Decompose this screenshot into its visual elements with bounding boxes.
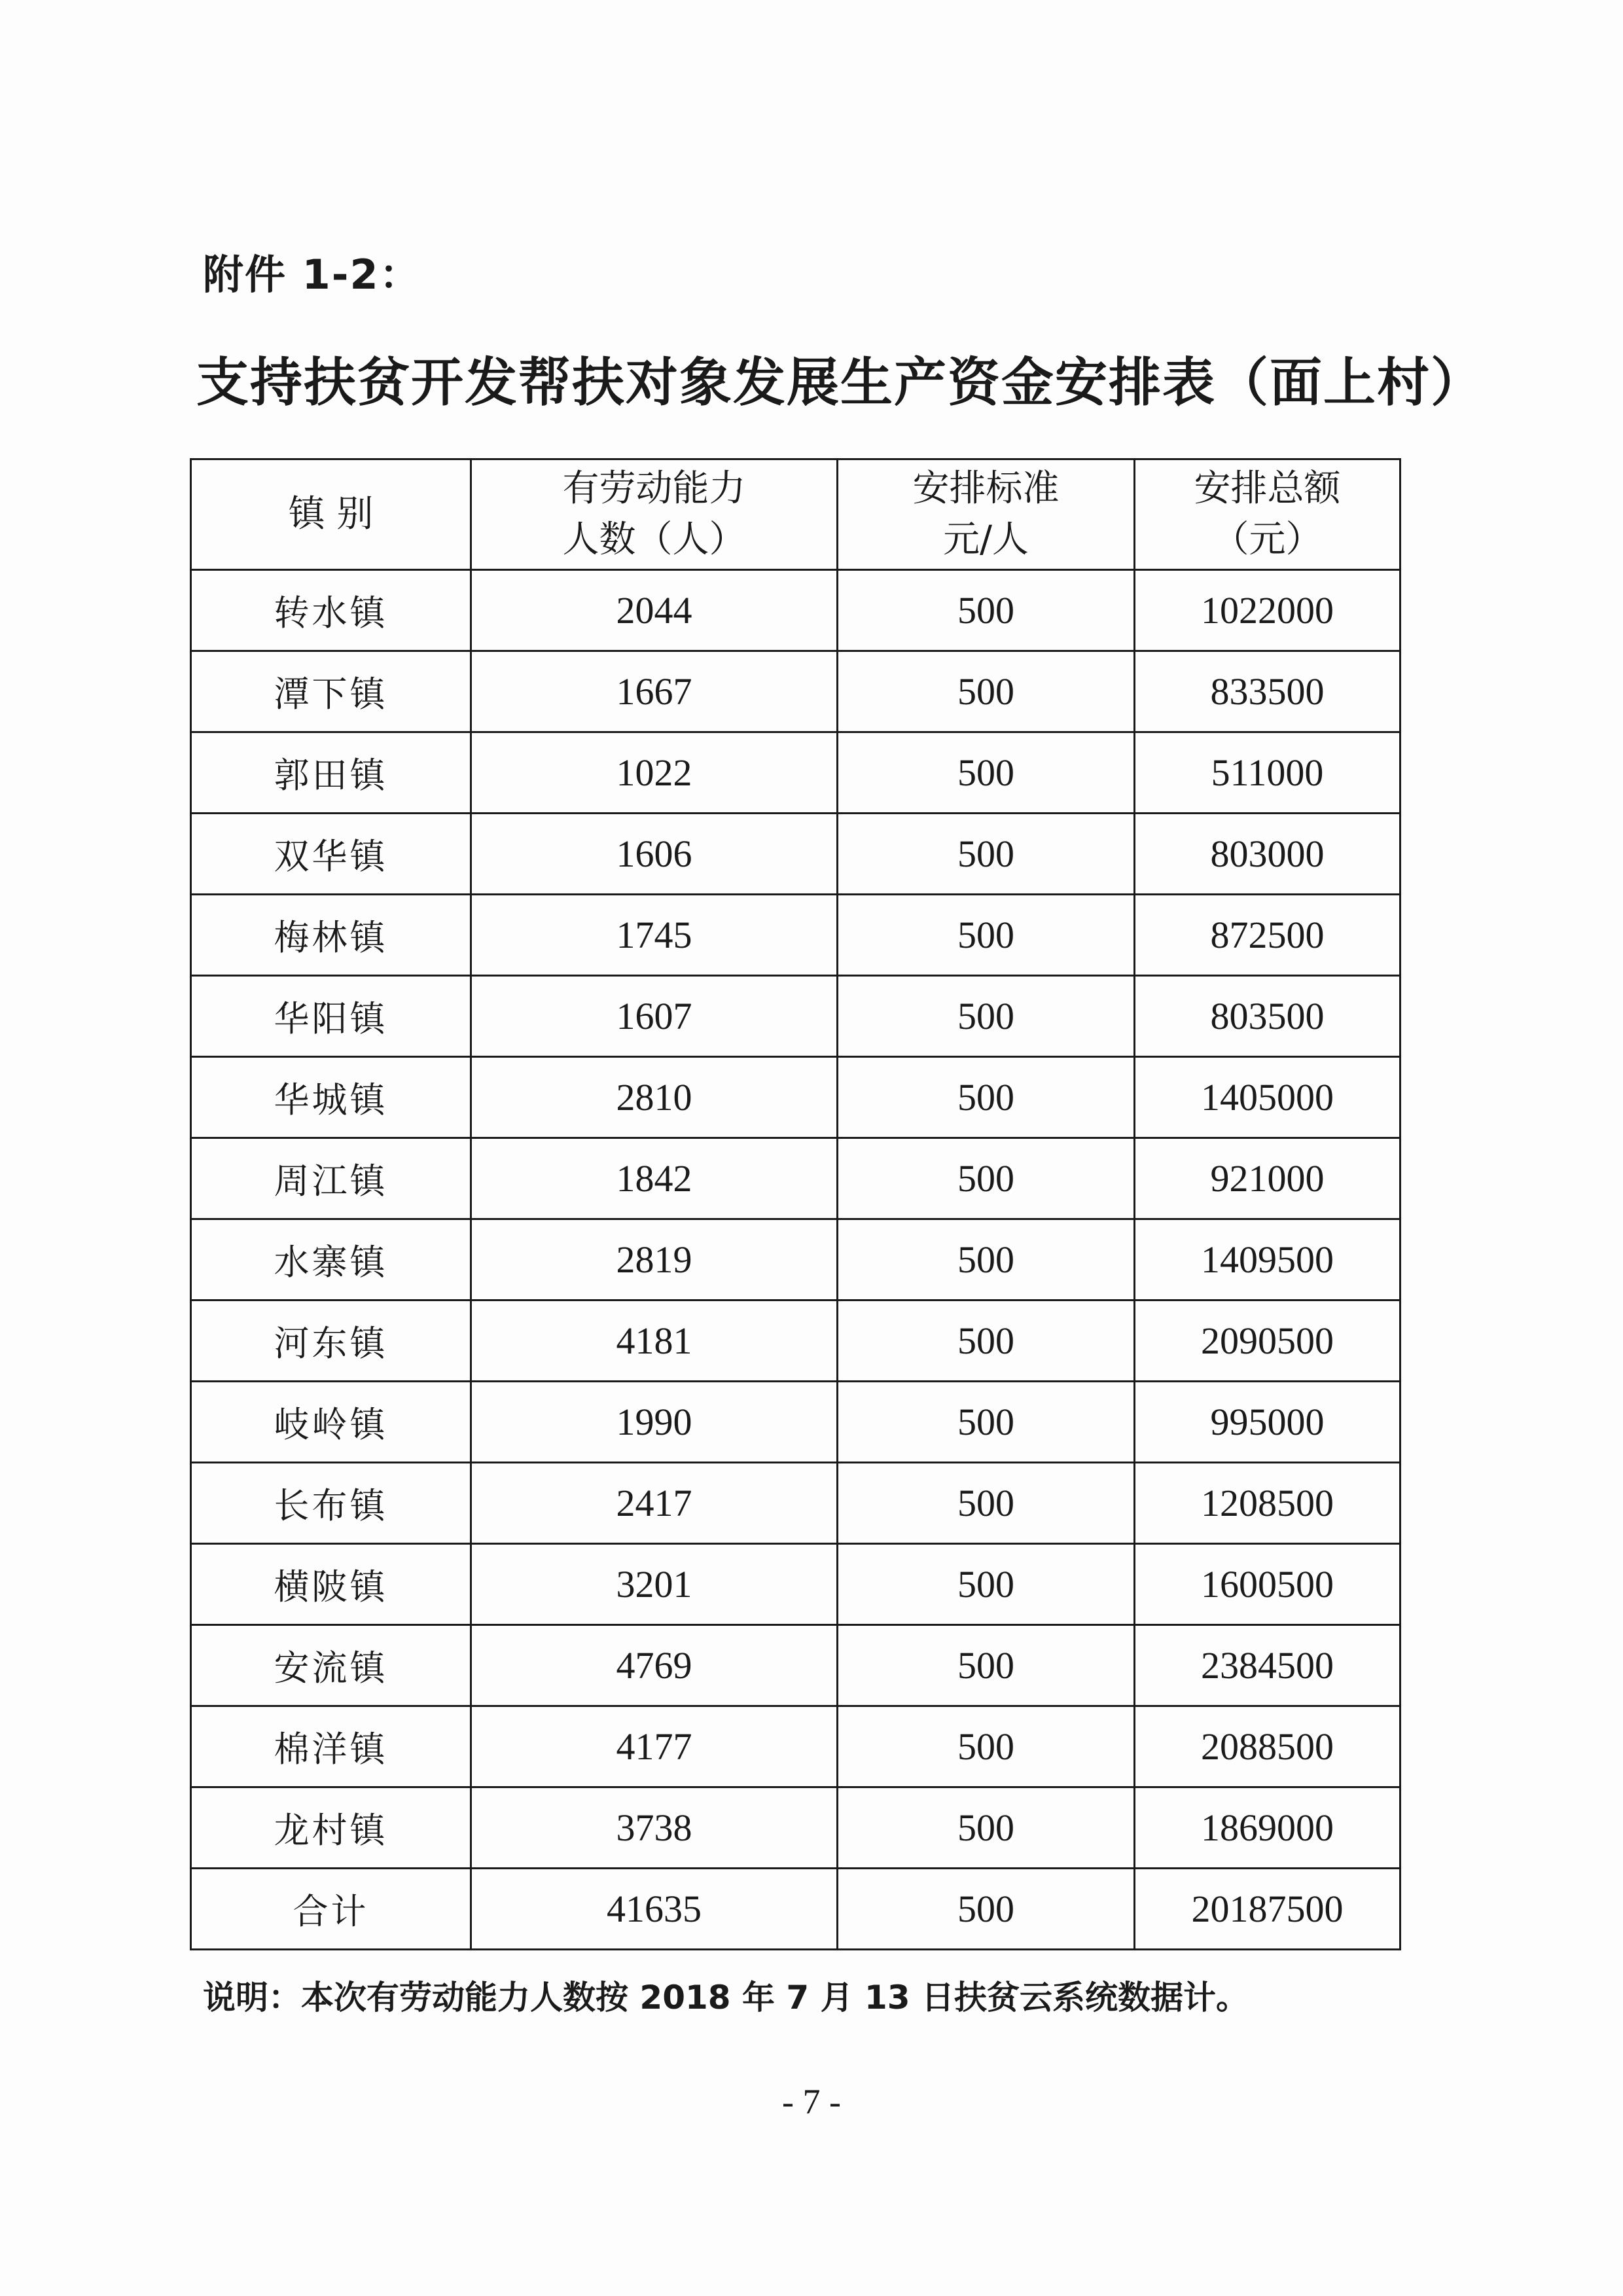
standard-cell: 500 xyxy=(838,1057,1135,1138)
header-labor-line2: 人数（人） xyxy=(562,518,746,561)
table-row xyxy=(191,976,1400,1057)
total-standard-cell: 500 xyxy=(838,1869,1135,1950)
town-cell: 龙村镇 xyxy=(191,1787,471,1869)
total-label-cell: 合计 xyxy=(191,1869,471,1950)
town-cell: 安流镇 xyxy=(191,1625,471,1706)
standard-cell: 500 xyxy=(838,895,1135,976)
standard-cell: 500 xyxy=(838,1382,1135,1463)
labor-cell: 1745 xyxy=(471,895,838,976)
header-total xyxy=(1135,459,1400,570)
standard-cell: 500 xyxy=(838,976,1135,1057)
table-row xyxy=(191,1625,1400,1706)
town-cell: 棉洋镇 xyxy=(191,1706,471,1787)
standard-cell: 500 xyxy=(838,1219,1135,1300)
labor-cell: 4769 xyxy=(471,1625,838,1706)
town-cell: 长布镇 xyxy=(191,1463,471,1544)
total-cell: 2090500 xyxy=(1135,1300,1400,1382)
town-cell: 潭下镇 xyxy=(191,651,471,732)
standard-cell: 500 xyxy=(838,1544,1135,1625)
total-cell: 872500 xyxy=(1135,895,1400,976)
town-cell: 梅林镇 xyxy=(191,895,471,976)
header-total-line2: （元） xyxy=(1212,518,1323,561)
standard-cell: 500 xyxy=(838,814,1135,895)
table-note: 说明：本次有劳动能力人数按 2018 年 7 月 13 日扶贫云系统数据计。 xyxy=(203,1979,1249,2017)
labor-cell: 2044 xyxy=(471,570,838,651)
town-cell: 岐岭镇 xyxy=(191,1382,471,1463)
standard-cell: 500 xyxy=(838,1300,1135,1382)
table-row xyxy=(191,732,1400,814)
table-row xyxy=(191,1706,1400,1787)
table-row xyxy=(191,895,1400,976)
grand-total-cell: 20187500 xyxy=(1135,1869,1400,1950)
total-cell: 2384500 xyxy=(1135,1625,1400,1706)
town-cell: 转水镇 xyxy=(191,570,471,651)
total-cell: 1409500 xyxy=(1135,1219,1400,1300)
standard-cell: 500 xyxy=(838,1625,1135,1706)
town-cell: 水寨镇 xyxy=(191,1219,471,1300)
table-row xyxy=(191,1463,1400,1544)
header-labor-line1: 有劳动能力 xyxy=(562,467,746,510)
table-header xyxy=(191,459,1400,570)
standard-cell: 500 xyxy=(838,1706,1135,1787)
town-cell: 横陂镇 xyxy=(191,1544,471,1625)
labor-cell: 4177 xyxy=(471,1706,838,1787)
header-row xyxy=(191,459,1400,570)
header-labor-count xyxy=(471,459,838,570)
total-cell: 921000 xyxy=(1135,1138,1400,1219)
town-cell: 郭田镇 xyxy=(191,732,471,814)
labor-cell: 1022 xyxy=(471,732,838,814)
labor-cell: 2819 xyxy=(471,1219,838,1300)
total-labor-cell: 41635 xyxy=(471,1869,838,1950)
header-town xyxy=(191,459,471,570)
total-cell: 1600500 xyxy=(1135,1544,1400,1625)
allocation-table xyxy=(190,458,1401,1950)
labor-cell: 3201 xyxy=(471,1544,838,1625)
total-cell: 1869000 xyxy=(1135,1787,1400,1869)
table-row xyxy=(191,1138,1400,1219)
table-row xyxy=(191,651,1400,732)
total-cell: 2088500 xyxy=(1135,1706,1400,1787)
total-cell: 1208500 xyxy=(1135,1463,1400,1544)
table-row xyxy=(191,1057,1400,1138)
labor-cell: 1990 xyxy=(471,1382,838,1463)
standard-cell: 500 xyxy=(838,651,1135,732)
town-cell: 双华镇 xyxy=(191,814,471,895)
document-title: 支持扶贫开发帮扶对象发展生产资金安排表（面上村） xyxy=(196,351,1484,413)
total-cell: 511000 xyxy=(1135,732,1400,814)
town-cell: 周江镇 xyxy=(191,1138,471,1219)
standard-cell: 500 xyxy=(838,570,1135,651)
attachment-label: 附件 1-2： xyxy=(203,251,421,298)
total-row xyxy=(191,1869,1400,1950)
town-cell: 华阳镇 xyxy=(191,976,471,1057)
table-body xyxy=(191,570,1400,1950)
header-standard-line1: 安排标准 xyxy=(912,467,1060,510)
total-cell: 1022000 xyxy=(1135,570,1400,651)
table-row xyxy=(191,1787,1400,1869)
total-cell: 803500 xyxy=(1135,976,1400,1057)
table-row xyxy=(191,1219,1400,1300)
total-cell: 803000 xyxy=(1135,814,1400,895)
standard-cell: 500 xyxy=(838,1787,1135,1869)
labor-cell: 1607 xyxy=(471,976,838,1057)
total-cell: 833500 xyxy=(1135,651,1400,732)
labor-cell: 3738 xyxy=(471,1787,838,1869)
table-row xyxy=(191,814,1400,895)
table-row xyxy=(191,570,1400,651)
standard-cell: 500 xyxy=(838,1463,1135,1544)
labor-cell: 2810 xyxy=(471,1057,838,1138)
total-cell: 995000 xyxy=(1135,1382,1400,1463)
town-cell: 华城镇 xyxy=(191,1057,471,1138)
page-number: - 7 - xyxy=(782,2082,841,2121)
labor-cell: 4181 xyxy=(471,1300,838,1382)
header-town-label: 镇 别 xyxy=(288,493,374,535)
labor-cell: 2417 xyxy=(471,1463,838,1544)
header-standard xyxy=(838,459,1135,570)
header-standard-line2: 元/人 xyxy=(943,518,1029,561)
standard-cell: 500 xyxy=(838,1138,1135,1219)
labor-cell: 1606 xyxy=(471,814,838,895)
town-cell: 河东镇 xyxy=(191,1300,471,1382)
labor-cell: 1667 xyxy=(471,651,838,732)
total-cell: 1405000 xyxy=(1135,1057,1400,1138)
table-row xyxy=(191,1382,1400,1463)
header-total-line1: 安排总额 xyxy=(1194,467,1341,510)
table-row xyxy=(191,1544,1400,1625)
table-row xyxy=(191,1300,1400,1382)
standard-cell: 500 xyxy=(838,732,1135,814)
labor-cell: 1842 xyxy=(471,1138,838,1219)
